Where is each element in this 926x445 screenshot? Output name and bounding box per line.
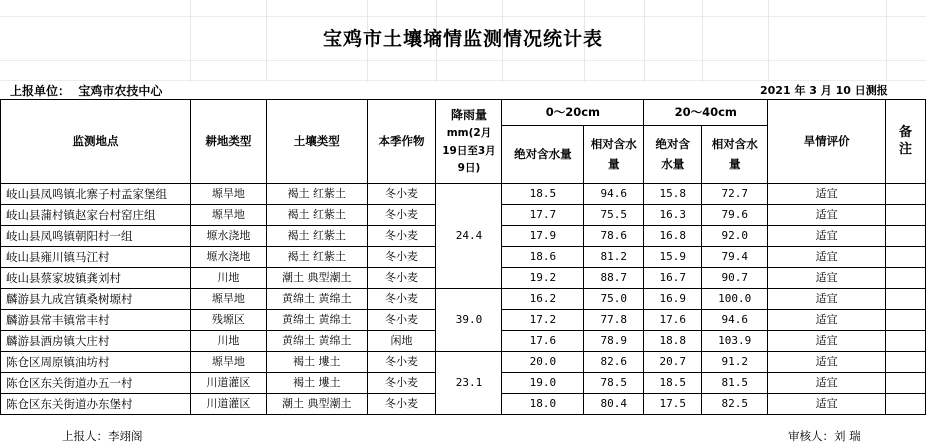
header-rainfall-title: 降雨量 <box>450 107 487 122</box>
cell-soil-type: 褐土 塿土 <box>266 373 367 394</box>
cell-drought-eval: 适宜 <box>768 352 886 373</box>
cell-land-type: 塬旱地 <box>190 205 266 226</box>
cell-abs-moisture-0-20: 19.0 <box>502 373 584 394</box>
cell-soil-type: 黄绵土 黄绵土 <box>266 331 367 352</box>
cell-crop: 冬小麦 <box>367 268 436 289</box>
table-row <box>1 184 926 205</box>
cell-rel-moisture-20-40: 79.6 <box>702 205 768 226</box>
soil-moisture-table <box>0 99 926 415</box>
header-rainfall <box>436 100 502 184</box>
cell-rel-moisture-0-20: 88.7 <box>584 268 644 289</box>
cell-location: 岐山县凤鸣镇北寨子村孟家堡组 <box>1 184 191 205</box>
reporting-unit-value: 宝鸡市农技中心 <box>78 84 163 98</box>
reporting-unit <box>10 82 162 99</box>
cell-remark <box>885 184 925 205</box>
cell-abs-moisture-20-40: 20.7 <box>644 352 702 373</box>
cell-land-type: 塬旱地 <box>190 289 266 310</box>
sheet-gridline <box>0 80 926 81</box>
cell-soil-type: 褐土 红紫土 <box>266 205 367 226</box>
cell-rel-moisture-0-20: 78.5 <box>584 373 644 394</box>
cell-rel-moisture-0-20: 77.8 <box>584 310 644 331</box>
cell-remark <box>885 352 925 373</box>
cell-crop: 冬小麦 <box>367 247 436 268</box>
cell-rel-moisture-20-40: 92.0 <box>702 226 768 247</box>
cell-drought-eval: 适宜 <box>768 184 886 205</box>
header-crop: 本季作物 <box>367 100 436 184</box>
header-soil-type: 土壤类型 <box>266 100 367 184</box>
cell-drought-eval: 适宜 <box>768 226 886 247</box>
header-depth-0-20: 0～20cm <box>502 100 644 126</box>
cell-soil-type: 潮土 典型潮土 <box>266 268 367 289</box>
cell-abs-moisture-0-20: 20.0 <box>502 352 584 373</box>
cell-soil-type: 褐土 红紫土 <box>266 226 367 247</box>
cell-drought-eval: 适宜 <box>768 310 886 331</box>
cell-location: 陈仓区周原镇油坊村 <box>1 352 191 373</box>
cell-location: 麟游县九成宫镇桑树塬村 <box>1 289 191 310</box>
cell-rainfall: 39.0 <box>436 289 502 352</box>
cell-soil-type: 褐土 塿土 <box>266 352 367 373</box>
cell-remark <box>885 373 925 394</box>
cell-rel-moisture-20-40: 72.7 <box>702 184 768 205</box>
cell-location: 岐山县凤鸣镇朝阳村一组 <box>1 226 191 247</box>
cell-crop: 闲地 <box>367 331 436 352</box>
cell-rainfall: 23.1 <box>436 352 502 415</box>
header-rel-moisture-1-text: 相对含水量 <box>590 136 637 171</box>
cell-abs-moisture-0-20: 16.2 <box>502 289 584 310</box>
cell-location: 陈仓区东关街道办东堡村 <box>1 394 191 415</box>
cell-drought-eval: 适宜 <box>768 268 886 289</box>
header-remark <box>885 100 925 184</box>
cell-drought-eval: 适宜 <box>768 331 886 352</box>
header-depth-20-40: 20～40cm <box>644 100 768 126</box>
sheet-gridline <box>0 60 926 61</box>
cell-abs-moisture-20-40: 18.8 <box>644 331 702 352</box>
cell-drought-eval: 适宜 <box>768 373 886 394</box>
cell-abs-moisture-20-40: 16.7 <box>644 268 702 289</box>
cell-land-type: 塬水浇地 <box>190 247 266 268</box>
cell-rel-moisture-20-40: 81.5 <box>702 373 768 394</box>
cell-abs-moisture-20-40: 17.5 <box>644 394 702 415</box>
header-drought-eval: 旱情评价 <box>768 100 886 184</box>
cell-abs-moisture-0-20: 18.6 <box>502 247 584 268</box>
cell-rel-moisture-0-20: 75.0 <box>584 289 644 310</box>
cell-land-type: 川道灌区 <box>190 394 266 415</box>
cell-land-type: 川道灌区 <box>190 373 266 394</box>
cell-crop: 冬小麦 <box>367 310 436 331</box>
cell-abs-moisture-0-20: 17.9 <box>502 226 584 247</box>
cell-location: 陈仓区东关街道办五一村 <box>1 373 191 394</box>
cell-abs-moisture-20-40: 16.8 <box>644 226 702 247</box>
cell-rel-moisture-0-20: 82.6 <box>584 352 644 373</box>
cell-rel-moisture-20-40: 91.2 <box>702 352 768 373</box>
cell-remark <box>885 205 925 226</box>
cell-rel-moisture-20-40: 100.0 <box>702 289 768 310</box>
cell-remark <box>885 247 925 268</box>
header-remark-text: 备注 <box>898 124 912 157</box>
header-rel-moisture-1 <box>584 126 644 184</box>
header-location: 监测地点 <box>1 100 191 184</box>
cell-abs-moisture-20-40: 16.9 <box>644 289 702 310</box>
cell-remark <box>885 331 925 352</box>
cell-abs-moisture-0-20: 17.6 <box>502 331 584 352</box>
cell-rel-moisture-0-20: 80.4 <box>584 394 644 415</box>
cell-crop: 冬小麦 <box>367 352 436 373</box>
header-abs-moisture-1-text: 绝对含水量 <box>514 147 572 162</box>
cell-rel-moisture-0-20: 75.5 <box>584 205 644 226</box>
reporting-unit-label: 上报单位： <box>10 84 71 98</box>
cell-soil-type: 褐土 红紫土 <box>266 247 367 268</box>
cell-abs-moisture-20-40: 18.5 <box>644 373 702 394</box>
cell-drought-eval: 适宜 <box>768 247 886 268</box>
cell-abs-moisture-0-20: 19.2 <box>502 268 584 289</box>
cell-crop: 冬小麦 <box>367 394 436 415</box>
header-abs-moisture-2 <box>644 126 702 184</box>
page-title: 宝鸡市土壤墒情监测情况统计表 <box>322 28 603 50</box>
cell-location: 岐山县蒲村镇赵家台村窑庄组 <box>1 205 191 226</box>
cell-rel-moisture-20-40: 94.6 <box>702 310 768 331</box>
cell-rel-moisture-20-40: 90.7 <box>702 268 768 289</box>
header-rainfall-period: mm(2月19日至3月9日) <box>442 127 496 175</box>
cell-rel-moisture-0-20: 94.6 <box>584 184 644 205</box>
header-land-type: 耕地类型 <box>190 100 266 184</box>
cell-land-type: 残塬区 <box>190 310 266 331</box>
table-row <box>1 289 926 310</box>
cell-rel-moisture-0-20: 81.2 <box>584 247 644 268</box>
cell-drought-eval: 适宜 <box>768 394 886 415</box>
cell-crop: 冬小麦 <box>367 373 436 394</box>
cell-remark <box>885 394 925 415</box>
cell-rel-moisture-20-40: 79.4 <box>702 247 768 268</box>
cell-abs-moisture-0-20: 18.5 <box>502 184 584 205</box>
cell-drought-eval: 适宜 <box>768 205 886 226</box>
cell-soil-type: 褐土 红紫土 <box>266 184 367 205</box>
cell-crop: 冬小麦 <box>367 289 436 310</box>
cell-remark <box>885 226 925 247</box>
sheet-gridline <box>0 16 926 17</box>
cell-land-type: 塬旱地 <box>190 184 266 205</box>
header-rel-moisture-2-text: 相对含水量 <box>711 136 758 171</box>
header-row-top <box>1 100 926 126</box>
cell-crop: 冬小麦 <box>367 184 436 205</box>
cell-abs-moisture-20-40: 15.9 <box>644 247 702 268</box>
cell-abs-moisture-0-20: 17.2 <box>502 310 584 331</box>
table-row <box>1 352 926 373</box>
cell-soil-type: 潮土 典型潮土 <box>266 394 367 415</box>
cell-rel-moisture-0-20: 78.6 <box>584 226 644 247</box>
header-abs-moisture-1 <box>502 126 584 184</box>
cell-abs-moisture-20-40: 17.6 <box>644 310 702 331</box>
reviewer: 审核人：刘 瑞 <box>788 429 861 443</box>
cell-location: 麟游县酒房镇大庄村 <box>1 331 191 352</box>
cell-soil-type: 黄绵土 黄绵土 <box>266 289 367 310</box>
cell-remark <box>885 268 925 289</box>
cell-soil-type: 黄绵土 黄绵土 <box>266 310 367 331</box>
cell-rel-moisture-0-20: 78.9 <box>584 331 644 352</box>
cell-abs-moisture-20-40: 16.3 <box>644 205 702 226</box>
cell-remark <box>885 289 925 310</box>
header-rel-moisture-2 <box>702 126 768 184</box>
cell-location: 岐山县蔡家坡镇龚刘村 <box>1 268 191 289</box>
cell-land-type: 塬旱地 <box>190 352 266 373</box>
cell-land-type: 塬水浇地 <box>190 226 266 247</box>
cell-remark <box>885 310 925 331</box>
cell-rel-moisture-20-40: 82.5 <box>702 394 768 415</box>
report-date: 2021 年 3 月 10 日测报 <box>760 84 888 97</box>
cell-rainfall: 24.4 <box>436 184 502 289</box>
cell-crop: 冬小麦 <box>367 226 436 247</box>
cell-abs-moisture-0-20: 17.7 <box>502 205 584 226</box>
cell-abs-moisture-20-40: 15.8 <box>644 184 702 205</box>
cell-abs-moisture-0-20: 18.0 <box>502 394 584 415</box>
cell-crop: 冬小麦 <box>367 205 436 226</box>
cell-location: 岐山县雍川镇马江村 <box>1 247 191 268</box>
cell-land-type: 川地 <box>190 268 266 289</box>
cell-rel-moisture-20-40: 103.9 <box>702 331 768 352</box>
header-abs-moisture-2-text: 绝对含水量 <box>655 136 690 171</box>
cell-land-type: 川地 <box>190 331 266 352</box>
cell-location: 麟游县常丰镇常丰村 <box>1 310 191 331</box>
reporter: 上报人：李翊阁 <box>62 429 143 443</box>
cell-drought-eval: 适宜 <box>768 289 886 310</box>
